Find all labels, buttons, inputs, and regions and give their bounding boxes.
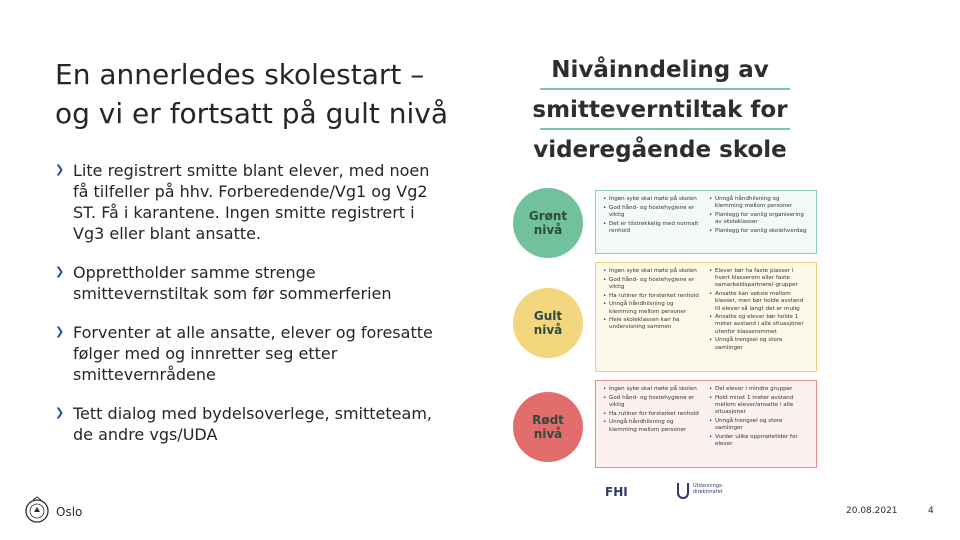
infographic-title-line: Nivåinndeling av (551, 57, 769, 83)
measure-item: • Unngå håndhilsning og klemming mellom personer (709, 196, 809, 210)
measure-item: • Ingen syke skal møte på skolen (603, 386, 703, 393)
bullet-line: smittevernstiltak som før sommerferien (73, 284, 392, 303)
bullet-item (55, 160, 475, 244)
measure-item: • Hold minst 1 meter avstand mellom elever/ansatte i alle situasjoner (709, 395, 809, 417)
chevron-right-icon: ❯ (55, 265, 65, 278)
level-green-measures (595, 190, 817, 254)
measure-item: • Det er tilstrekkelig med normalt renhold (603, 221, 703, 235)
level-name-line: Gult (533, 309, 563, 323)
slide-date: 20.08.2021 (846, 506, 898, 516)
level-name-line: nivå (533, 223, 563, 237)
measure-item: • Ha rutiner for forsterket renhold (603, 293, 703, 300)
infographic-title-line: videregående skole (533, 137, 787, 163)
udir-logo-icon (677, 483, 689, 499)
level-name-line: nivå (533, 323, 563, 337)
bullet-line: Opprettholder samme strenge (73, 263, 316, 282)
udir-logo-line: Utdannings- (693, 483, 724, 489)
bullet-line: Forventer at alle ansatte, elever og foresatte (73, 323, 433, 342)
bullet-line: ST. Få i karantene. Ingen smitte registrert i (73, 203, 415, 222)
measure-item: • God hånd- og hostehygiene er viktig (603, 395, 703, 409)
level-name-line: Rødt (532, 413, 564, 427)
measure-item: • God hånd- og hostehygiene er viktig (603, 205, 703, 219)
level-yellow-measures (595, 262, 817, 372)
infographic (505, 40, 815, 480)
measure-item: • Unngå håndhilsning og klemming mellom personer (603, 301, 703, 315)
measure-item: • Planlegg for vanlig skolehverdag (709, 228, 809, 235)
measures-left (600, 268, 706, 366)
measure-item: • Ingen syke skal møte på skolen (603, 196, 703, 203)
bullet-item (55, 322, 475, 385)
measure-item: • Planlegg for vanlig organisering av skoleklasser (709, 212, 809, 226)
measure-item: • Unngå trengsel og store samlinger (709, 418, 809, 432)
measure-item: • Ansatte og elever bør holde 1 meter avstand i alle situasjoner utenfor klasserommet (709, 314, 809, 336)
measures-left (600, 196, 706, 248)
measure-item: • Vurder ulike oppmøtetider for elever (709, 434, 809, 448)
bullet-line: Lite registrert smitte blant elever, med noen (73, 161, 430, 180)
slide-title (55, 55, 515, 133)
chevron-right-icon: ❯ (55, 406, 65, 419)
measure-item: • Ingen syke skal møte på skolen (603, 268, 703, 275)
measure-item: • Del elever i mindre grupper (709, 386, 809, 393)
bullet-line: de andre vgs/UDA (73, 425, 218, 444)
measure-item: • Ansatte kan veksle mellom klasser, men bør holde avstand til elever så langt det er mulig (709, 291, 809, 313)
slide-title-line: En annerledes skolestart – (55, 58, 425, 91)
bullet-line: få tilfeller på hhv. Forberedende/Vg1 og Vg2 (73, 182, 428, 201)
udir-logo-line: direktoratet (693, 489, 723, 495)
fhi-logo: FHI (605, 485, 628, 499)
chevron-right-icon: ❯ (55, 325, 65, 338)
page-number: 4 (928, 506, 934, 516)
bullet-line: Vg3 eller blant ansatte. (73, 224, 262, 243)
measures-left (600, 386, 706, 462)
bullet-list (55, 160, 475, 463)
bullet-line: smittevernrådene (73, 365, 216, 384)
bullet-item (55, 403, 475, 445)
measures-right (706, 268, 812, 366)
udir-logo (693, 483, 723, 495)
level-green-badge (513, 188, 583, 258)
measure-item: • God hånd- og hostehygiene er viktig (603, 277, 703, 291)
level-name-line: nivå (533, 427, 563, 441)
level-yellow-badge (513, 288, 583, 358)
oslo-seal-icon (24, 496, 50, 524)
bullet-item (55, 262, 475, 304)
measures-right (706, 196, 812, 248)
measure-item: • Elever bør ha faste plasser i hvert klasserom eller faste samarbeidspartnere/-grupper (709, 268, 809, 290)
infographic-title-line: smitteverntiltak for (532, 97, 788, 123)
bullet-line: Tett dialog med bydelsoverlege, smitteteam, (73, 404, 432, 423)
divider (540, 88, 790, 90)
chevron-right-icon: ❯ (55, 163, 65, 176)
level-red-measures (595, 380, 817, 468)
infographic-title (505, 50, 815, 170)
measure-item: • Unngå håndhilsning og klemming mellom personer (603, 419, 703, 433)
divider (540, 128, 790, 130)
slide-title-line: og vi er fortsatt på gult nivå (55, 97, 449, 130)
bullet-line: følger med og innretter seg etter (73, 344, 338, 363)
level-name-line: Grønt (528, 209, 568, 223)
org-name: Oslo (56, 505, 83, 519)
level-red-badge (513, 392, 583, 462)
partner-logos (605, 483, 805, 503)
measures-right (706, 386, 812, 462)
measure-item: • Unngå trengsel og store samlinger (709, 337, 809, 351)
measure-item: • Ha rutiner for forsterket renhold (603, 411, 703, 418)
measure-item: • Hele skoleklassen kan ha undervisning sammen (603, 317, 703, 331)
